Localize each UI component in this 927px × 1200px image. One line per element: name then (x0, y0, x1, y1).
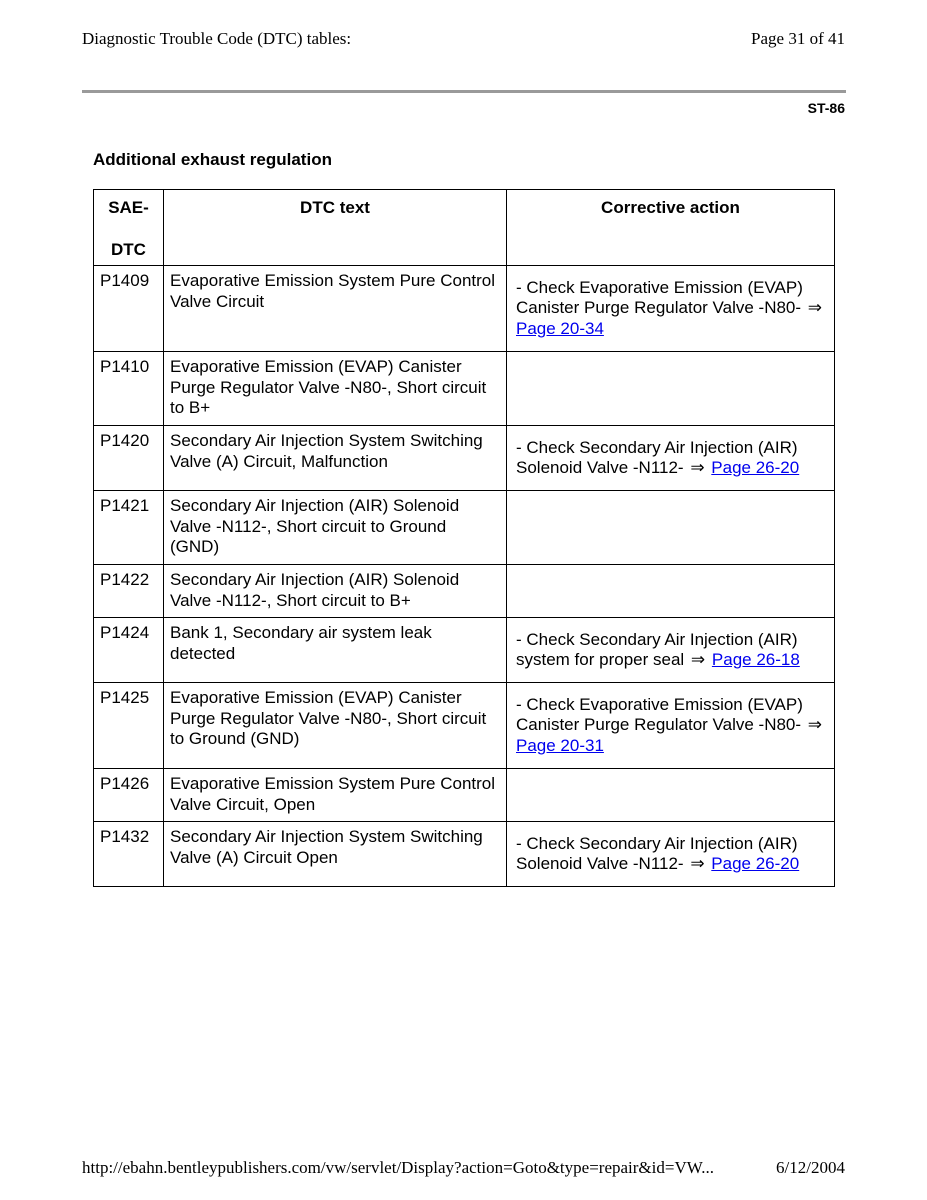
header-corrective-action: Corrective action (507, 190, 835, 266)
dtc-text-cell: Evaporative Emission System Pure Control Valve Circuit, Open (164, 769, 507, 822)
dtc-text-cell: Secondary Air Injection (AIR) Solenoid Valve -N112-, Short circuit to Ground (GND) (164, 491, 507, 565)
corrective-action-cell (507, 352, 835, 426)
arrow-right-icon: ⇒ (690, 650, 706, 669)
header-sae-label: SAE- (108, 198, 149, 217)
dtc-text-cell: Evaporative Emission (EVAP) Canister Purge Regulator Valve -N80-, Short circuit to Ground (GND) (164, 683, 507, 769)
page-reference-link[interactable]: Page 26-20 (711, 458, 800, 477)
dtc-code-cell: P1409 (94, 266, 164, 352)
dtc-code-cell: P1422 (94, 565, 164, 618)
header-title: Diagnostic Trouble Code (DTC) tables: (82, 29, 352, 48)
table-row (94, 618, 835, 683)
dtc-code-cell: P1410 (94, 352, 164, 426)
dtc-text-cell: Secondary Air Injection (AIR) Solenoid Valve -N112-, Short circuit to B+ (164, 565, 507, 618)
page-reference-link[interactable]: Page 20-31 (516, 735, 604, 755)
dtc-text-cell: Evaporative Emission System Pure Control Valve Circuit (164, 266, 507, 352)
table-header-row (94, 190, 835, 266)
header-sae-dtc (94, 190, 164, 266)
footer-url: http://ebahn.bentleypublishers.com/vw/servlet/Display?action=Goto&type=repair&id=VW... (82, 1158, 714, 1177)
page-reference-link[interactable]: Page 26-20 (711, 854, 800, 873)
footer-date: 6/12/2004 (776, 1158, 845, 1177)
corrective-action-text: - Check Evaporative Emission (EVAP) Canister Purge Regulator Valve -N80- (516, 694, 803, 735)
corrective-action-text: - Check Evaporative Emission (EVAP) Canister Purge Regulator Valve -N80- (516, 277, 803, 318)
dtc-text-cell: Secondary Air Injection System Switching Valve (A) Circuit Open (164, 822, 507, 887)
header-divider (82, 90, 846, 93)
page-reference-link[interactable]: Page 26-18 (711, 650, 800, 669)
corrective-action-text: - Check Secondary Air Injection (AIR) system for proper seal (516, 629, 798, 669)
arrow-right-icon: ⇒ (690, 458, 705, 477)
table-row (94, 565, 835, 618)
section-title: Additional exhaust regulation (93, 150, 332, 169)
corrective-action-cell (507, 618, 835, 683)
table-row (94, 426, 835, 491)
corrective-action-cell (507, 565, 835, 618)
table-row (94, 769, 835, 822)
arrow-right-icon: ⇒ (807, 715, 823, 735)
arrow-right-icon: ⇒ (807, 298, 823, 318)
corrective-action-cell (507, 769, 835, 822)
document-code: ST-86 (807, 100, 845, 116)
header-dtc-label: DTC (111, 239, 146, 259)
table-row (94, 352, 835, 426)
corrective-action-cell (507, 426, 835, 491)
table-row (94, 822, 835, 887)
dtc-text-cell: Bank 1, Secondary air system leak detected (164, 618, 507, 683)
dtc-code-cell: P1424 (94, 618, 164, 683)
dtc-code-cell: P1420 (94, 426, 164, 491)
dtc-code-cell: P1425 (94, 683, 164, 769)
dtc-text-cell: Secondary Air Injection System Switching Valve (A) Circuit, Malfunction (164, 426, 507, 491)
table-row (94, 491, 835, 565)
dtc-code-cell: P1426 (94, 769, 164, 822)
dtc-code-cell: P1421 (94, 491, 164, 565)
dtc-code-cell: P1432 (94, 822, 164, 887)
dtc-text-cell: Evaporative Emission (EVAP) Canister Purge Regulator Valve -N80-, Short circuit to B+ (164, 352, 507, 426)
corrective-action-text: - Check Secondary Air Injection (AIR) Solenoid Valve -N112- (516, 437, 798, 477)
corrective-action-text: - Check Secondary Air Injection (AIR) Solenoid Valve -N112- (516, 833, 798, 873)
corrective-action-cell (507, 822, 835, 887)
page-number: Page 31 of 41 (751, 29, 845, 48)
corrective-action-cell (507, 491, 835, 565)
table-row (94, 683, 835, 769)
dtc-table (93, 189, 835, 887)
corrective-action-cell (507, 266, 835, 352)
arrow-right-icon: ⇒ (690, 854, 705, 873)
corrective-action-cell (507, 683, 835, 769)
table-row (94, 266, 835, 352)
header-dtc-text: DTC text (164, 190, 507, 266)
page-reference-link[interactable]: Page 20-34 (516, 318, 604, 338)
